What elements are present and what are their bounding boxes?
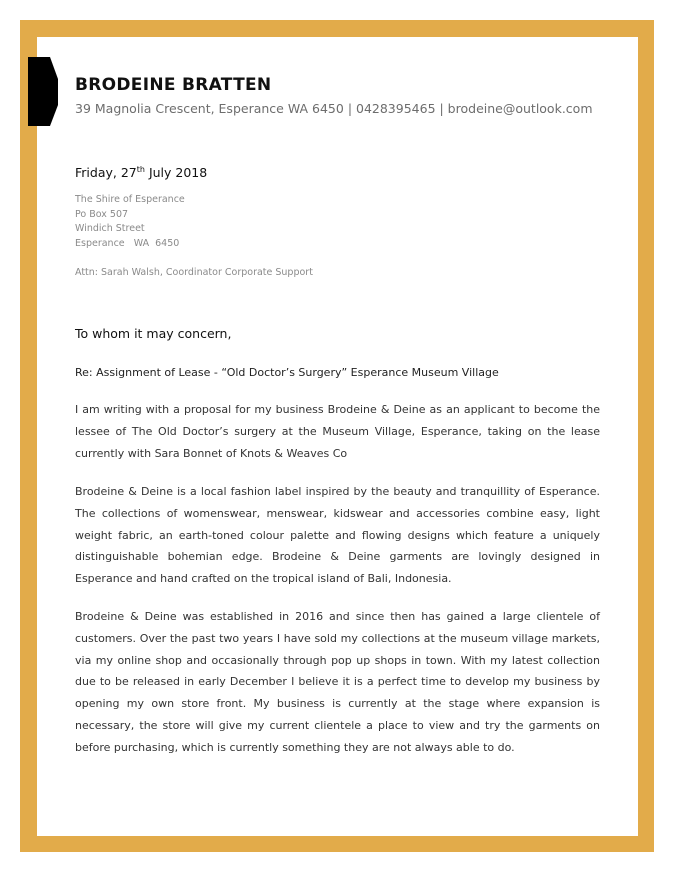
- letter-date: [75, 162, 207, 181]
- date-rest: July 2018: [144, 165, 208, 181]
- attention-line: Attn: Sarah Walsh, Coordinator Corporate Support: [75, 267, 313, 278]
- subject-line: Re: Assignment of Lease - “Old Doctor’s Surgery” Esperance Museum Village: [75, 366, 499, 379]
- body-paragraph: I am writing with a proposal for my business Brodeine & Deine as an applicant to become the lessee of The Old Doctor’s surgery at the Museum Village, Esperance, taking on the lease currently with Sara Bonnet of Knots & Weaves Co: [75, 403, 600, 460]
- body-paragraph: Brodeine & Deine was established in 2016 and since then has gained a large clientele of customers. Over the past two years I have sold my collections at the museum village markets, via my online shop and occasionally through pop up shops in town. With my latest collection due to be released in early December I believe it is a perfect time to develop my business by opening my own store front. My business is currently at the stage where expansion is necessary, the store will give my current clientele a place to view and try the garments on before purchasing, which is currently something they are not always able to do.: [75, 610, 600, 754]
- date-suffix: th: [136, 165, 145, 174]
- recipient-line: The Shire of Esperance: [75, 194, 185, 205]
- sender-contact: 39 Magnolia Crescent, Esperance WA 6450 | 0428395465 | brodeine@outlook.com: [75, 101, 593, 116]
- recipient-line: Esperance WA 6450: [75, 237, 180, 249]
- body-paragraph: Brodeine & Deine is a local fashion label inspired by the beauty and tranquillity of Esperance. The collections of womenswear, menswear, kidswear and accessories combine easy, light weight fabric, an earth-toned colour palette and flowing designs which feature a uniquely distinguishable bohemian edge. Brodeine & Deine garments are lovingly designed in Esperance and hand crafted on the tropical island of Bali, Indonesia.: [75, 485, 600, 586]
- date-prefix: Friday, 27: [75, 165, 137, 181]
- recipient-line: Windich Street: [75, 223, 145, 234]
- recipient-address: [75, 193, 185, 251]
- salutation: To whom it may concern,: [75, 326, 232, 341]
- recipient-line: Po Box 507: [75, 208, 129, 220]
- letter-content: [75, 74, 601, 754]
- sender-name: BRODEINE BRATTEN: [75, 75, 272, 95]
- letterhead-tab-shape: [28, 57, 58, 126]
